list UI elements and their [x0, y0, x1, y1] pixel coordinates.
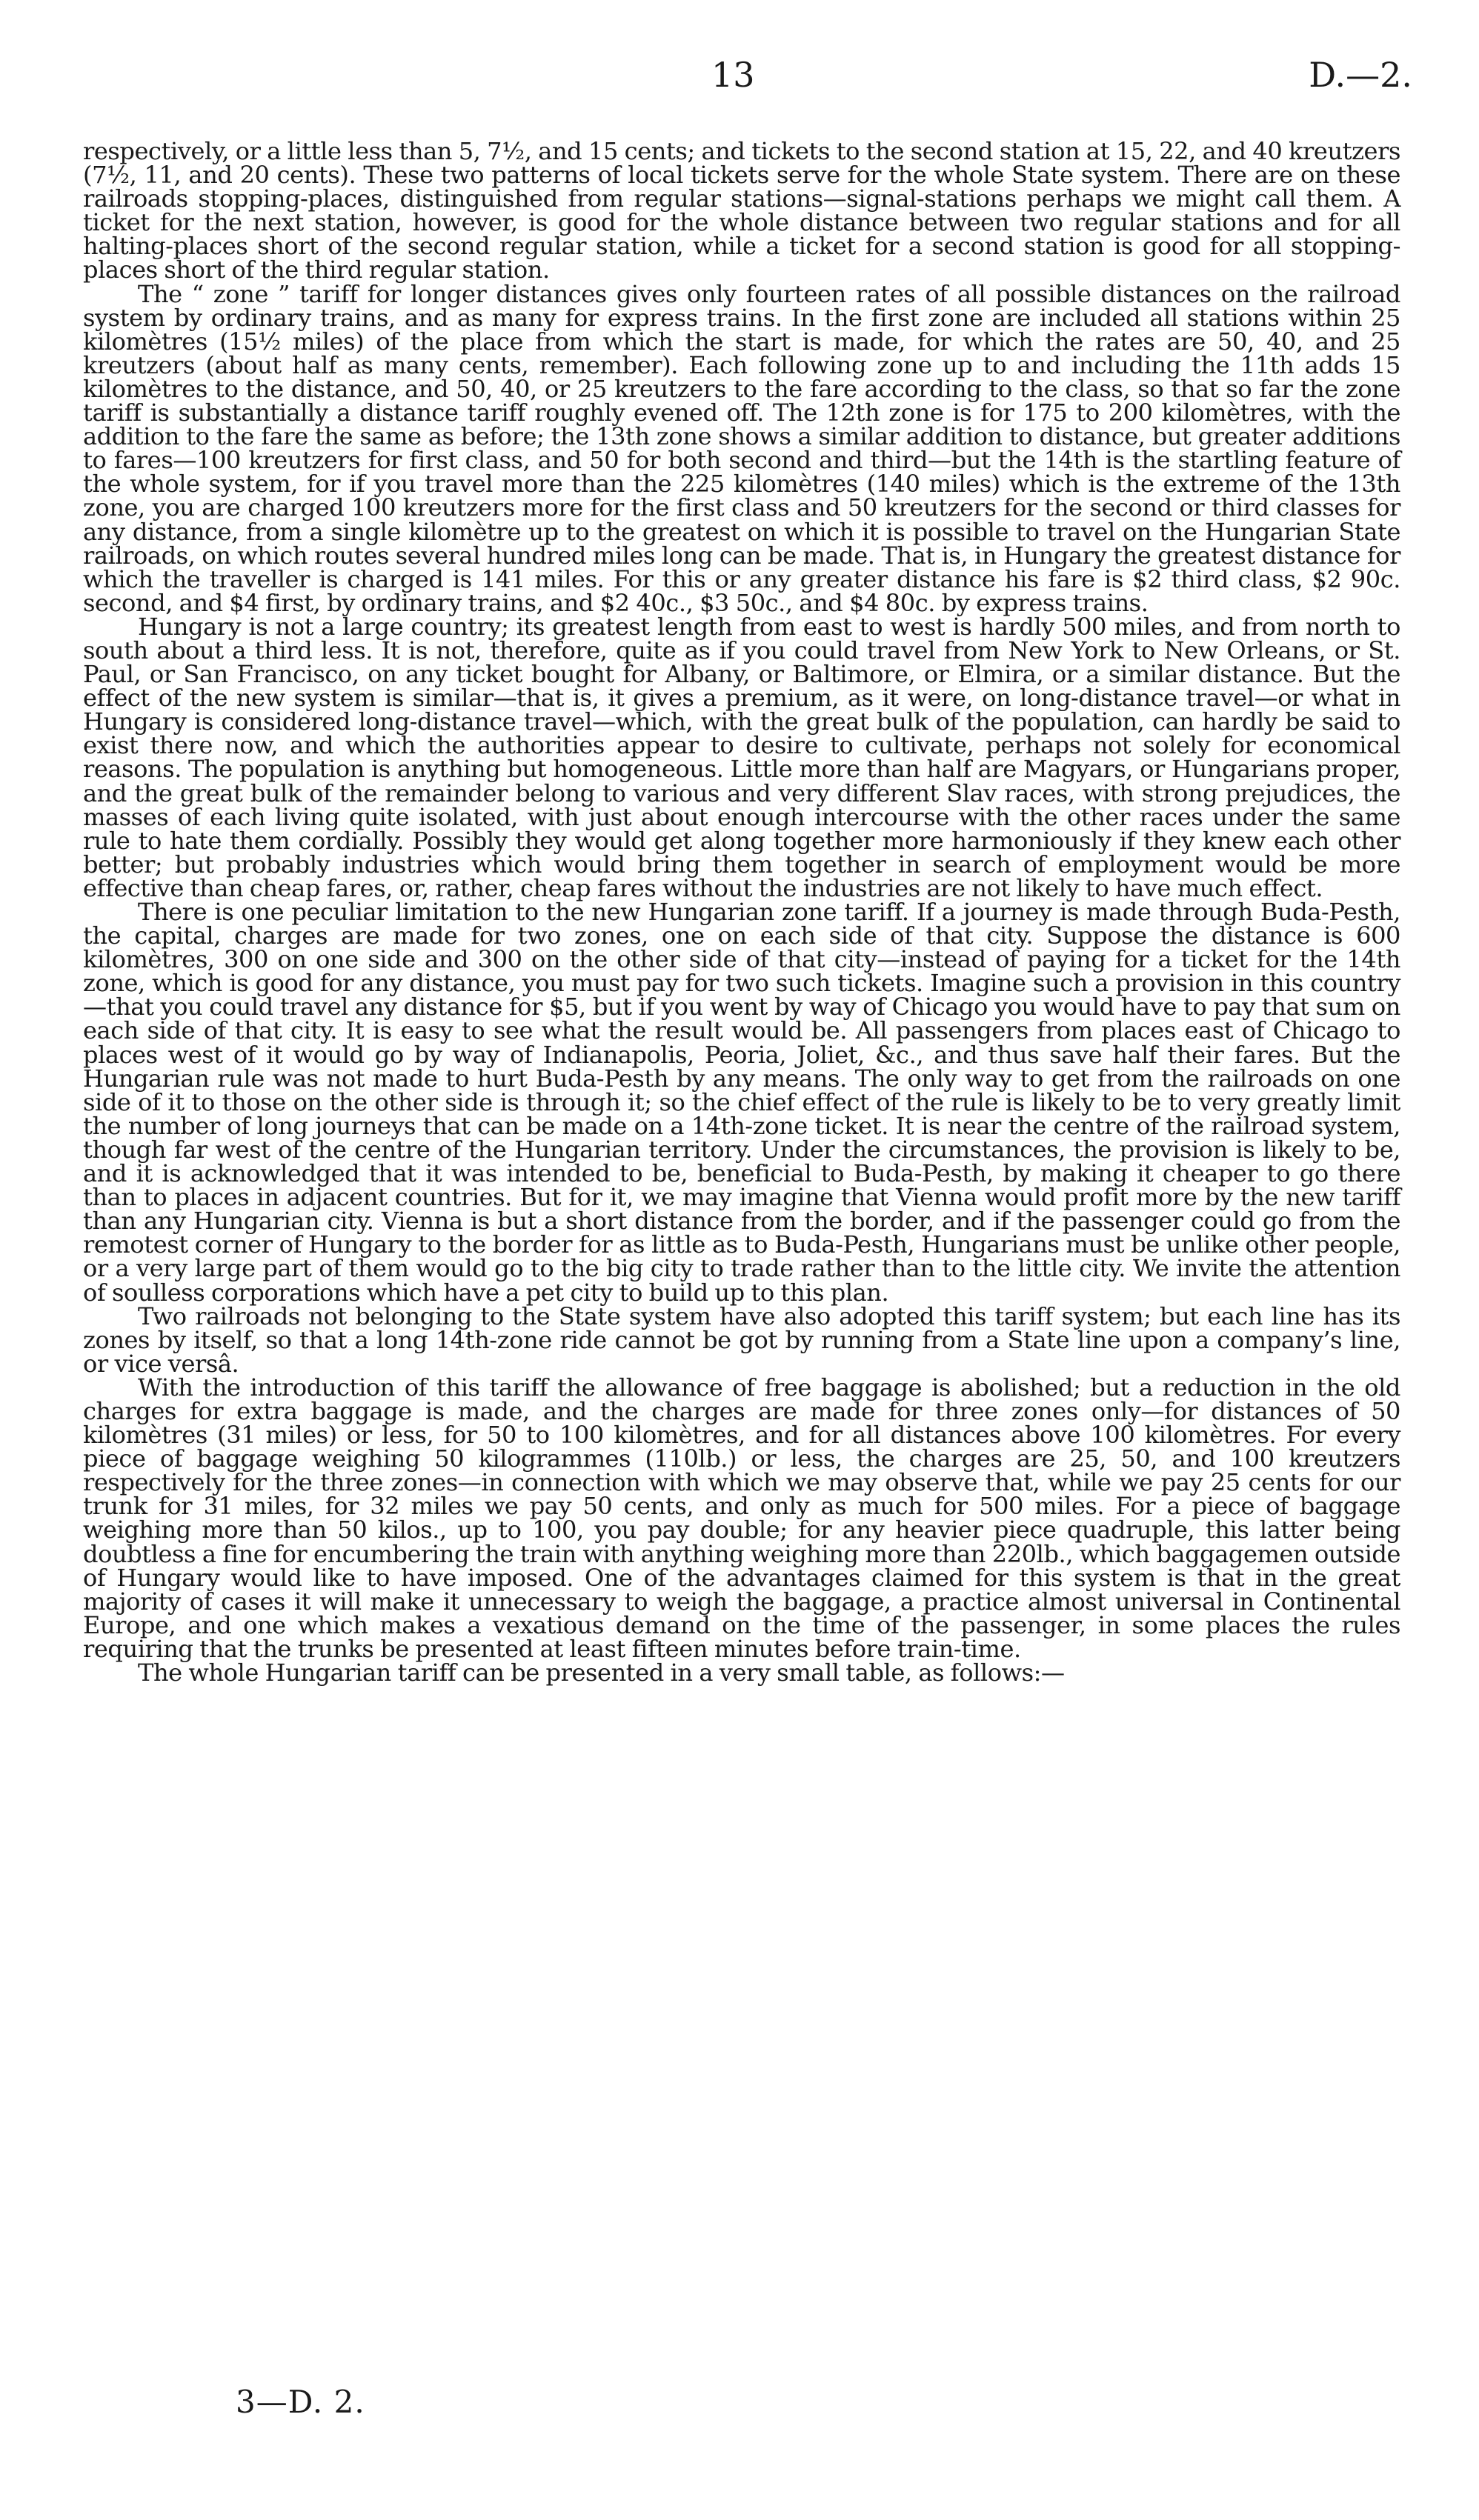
signature-mark: 3—D. 2.: [236, 2384, 365, 2420]
paragraph-baggage: With the introduction of this tariff the allowance of free baggage is abolished; but a reduction in the old charges for extra baggage is made, and the charges are made for three zones only—for distances of 50 kilomètres (31 miles) or less, for 50 to 100 kilomètres, and for all distances above 100 kilomètres. For every piece of baggage weighing 50 kilogrammes (110lb.) or less, the charges are 25, 50, and 100 kreutzers respectively for the three zones—in connection with which we may observe that, while we pay 25 cents for our trunk for 31 miles, for 32 miles we pay 50 cents, and only as much for 500 miles. For a piece of baggage weighing more than 50 kilos., up to 100, you pay double; for any heavier piece quadruple, this latter being doubtless a fine for encumbering the train with anything weighing more than 220lb., which baggagemen outside of Hungary would like to have imposed. One of the advantages claimed for this system is that in the great majority of cases it will make it unnecessary to weigh the baggage, a practice almost universal in Continental Europe, and one which makes a vexatious demand on the time of the passenger, in some places the rules requiring that the trunks be presented at least fifteen minutes before train-time.: [83, 1373, 1400, 1663]
body-text: [83, 137, 1400, 1687]
paragraph-table-intro: The whole Hungarian tariff can be presented in a very small table, as follows:—: [138, 1659, 1065, 1687]
paragraph-continuation: respectively, or a little less than 5, 7½, and 15 cents; and tickets to the second station at 15, 22, and 40 kreutzers (7½, 11, and 20 cents). These two patterns of local tickets serve for the whole State system. There are on these railroads stopping-places, distinguished from regular stations—signal-stations perhaps we might call them. A ticket for the next station, however, is good for the whole distance between two regular stations and for all halting-places short of the second regular station, while a ticket for a second station is good for all stopping-places short of the third regular station.: [83, 137, 1400, 284]
paragraph-hungary-size: Hungary is not a large country; its greatest length from east to west is hardly 500 miles, and from north to south about a third less. It is not, therefore, quite as if you could travel from New York to New Orleans, or St. Paul, or San Francisco, on any ticket bought for Albany, or Baltimore, or Elmira, or a similar distance. But the effect of the new system is similar—that is, it gives a premium, as it were, on long-distance travel—or what in Hungary is considered long-distance travel—which, with the great bulk of the population, can hardly be said to exist there now, and which the authorities appear to desire to cultivate, perhaps not solely for economical reasons. The population is anything but homogeneous. Little more than half are Magyars, or Hungarians proper, and the great bulk of the remainder belong to various and very different Slav races, with strong prejudices, the masses of each living quite isolated, with just about enough intercourse with the other races under the same rule to hate them cordially. Possibly they would get along together more harmoniously if they knew each other better; but probably industries which would bring them together in search of employment would be more effective than cheap fares, or, rather, cheap fares without the industries are not likely to have much effect.: [83, 612, 1400, 902]
page-number: 13: [711, 55, 755, 95]
paragraph-private-railroads: Two railroads not belonging to the State system have also adopted this tariff system; but each line has its zones by itself, so that a long 14th-zone ride cannot be got by running from a State line upon a company’s line, or vice versâ.: [83, 1301, 1400, 1378]
document-reference: D.—2.: [1309, 55, 1412, 95]
paragraph-buda-pesth-limitation: There is one peculiar limitation to the new Hungarian zone tariff. If a journey is made through Buda-Pesth, the capital, charges are made for two zones, one on each side of that city. Suppose the distance is 600 kilomètres, 300 on one side and 300 on the other side of that city—instead of paying for a ticket for the 14th zone, which is good for any distance, you must pay for two such tickets. Imagine such a provision in this country—that you could travel any distance for $5, but if you went by way of Chicago you would have to pay that sum on each side of that city. It is easy to see what the result would be. All passengers from places east of Chicago to places west of it would go by way of Indianapolis, Peoria, Joliet, &c., and thus save half their fares. But the Hungarian rule was not made to hurt Buda-Pesth by any means. The only way to get from the railroads on one side of it to those on the other side is through it; so the chief effect of the rule is likely to be to very greatly limit the number of long journeys that can be made on a 14th-zone ticket. It is near the centre of the railroad system, though far west of the centre of the Hungarian territory. Under the circumstances, the provision is likely to be, and it is acknowledged that it was intended to be, beneficial to Buda-Pesth, by making it cheaper to go there than to places in adjacent countries. But for it, we may imagine that Vienna would profit more by the new tariff than any Hungarian city. Vienna is but a short distance from the border, and if the passenger could go from the remotest corner of Hungary to the border for as little as to Buda-Pesth, Hungarians must be unlike other people, or a very large part of them would go to the big city to trade rather than to the little city. We invite the attention of soulless corporations which have a pet city to build up to this plan.: [83, 898, 1400, 1307]
paragraph-zone-tariff: The “ zone ” tariff for longer distances gives only fourteen rates of all possible distances on the railroad system by ordinary trains, and as many for express trains. In the first zone are included all stations within 25 kilomètres (15½ miles) of the place from which the start is made, for which the rates are 50, 40, and 25 kreutzers (about half as many cents, remember). Each following zone up to and including the 11th adds 15 kilomètres to the distance, and 50, 40, or 25 kreutzers to the fare according to the class, so that so far the zone tariff is substantially a distance tariff roughly evened off. The 12th zone is for 175 to 200 kilomètres, with the addition to the fare the same as before; the 13th zone shows a similar addition to distance, but greater additions to fares—100 kreutzers for first class, and 50 for both second and third—but the 14th is the startling feature of the whole system, for if you travel more than the 225 kilomètres (140 miles) which is the extreme of the 13th zone, you are charged 100 kreutzers more for the first class and 50 kreutzers for the second or third classes for any distance, from a single kilomètre up to the greatest on which it is possible to travel on the Hungarian State railroads, on which routes several hundred miles long can be made. That is, in Hungary the greatest distance for which the traveller is charged is 141 miles. For this or any greater distance his fare is $2 third class, $2 90c. second, and $4 first, by ordinary trains, and $2 40c., $3 50c., and $4 80c. by express trains.: [83, 279, 1400, 617]
